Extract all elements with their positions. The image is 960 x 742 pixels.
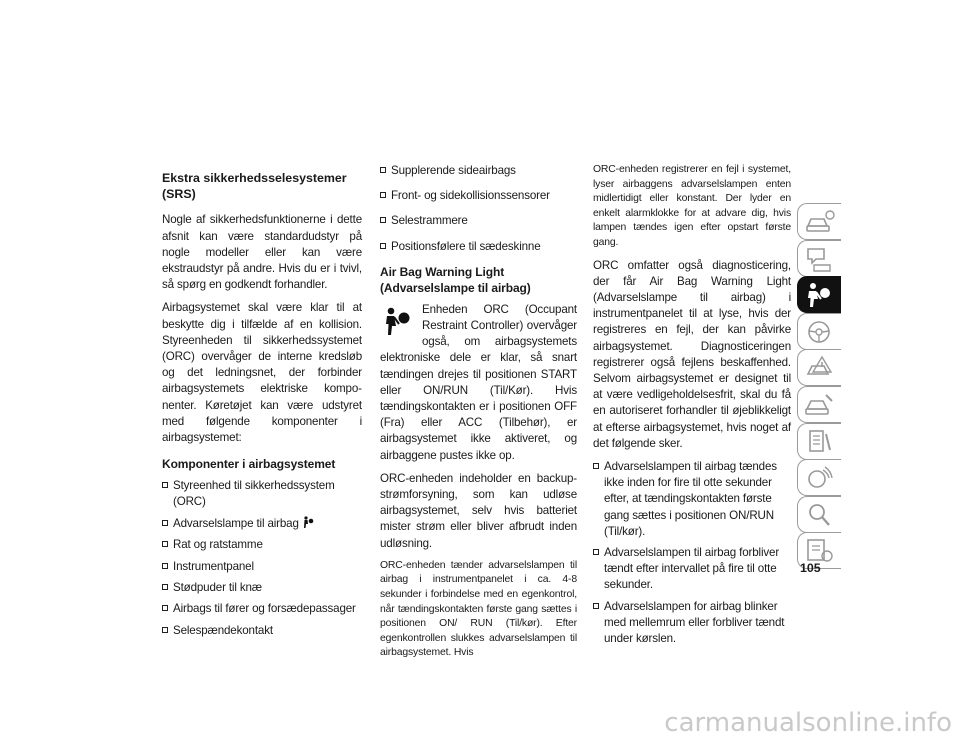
column-left (162, 170, 362, 644)
backup-power-paragraph: ORC-enheden indeholder en backup-strømforsyning, som kan udløse airbagsystemet, selv hvis batteriet mister strøm eller bliver afbrudt inden udløsning. (380, 471, 577, 550)
components-heading: Komponenter i airbagsystemet (162, 457, 336, 472)
fault-paragraph: ORC-enheden registrerer en fejl i systemet, lyser airbaggens advarselslampen enten midlertidigt eller konstant. Der lyder en enkelt alarmklokke for at advare dig, hvis lampen tændes igen efter opstart første gang. (593, 164, 791, 248)
list-item: Advarselslampen til airbag tændes ikke inden for fire til otte sekunder efter, at tændingskontakten første gang sættes i positionen ON/RUN (Til/kør). (593, 459, 791, 540)
dashboard-message-icon (804, 245, 836, 273)
watermark: carmanualsonline.info (664, 708, 952, 738)
airbag-safety-icon (804, 281, 836, 309)
list-item: Advarselslampe til airbag (162, 516, 362, 532)
list-item: Supplerende sideairbags (380, 163, 577, 179)
list-item: Selespændekontakt (162, 623, 362, 639)
warning-light-heading: Air Bag Warning Light (Advarselslampe til airbag) (380, 264, 531, 295)
side-tab-multimedia[interactable] (797, 459, 841, 496)
orc-paragraph: Enheden ORC (Occupant Restraint Controller) overvåger også, om airbagsystemets elektroniske dele er klar, så snart tændingen drejes til positionen START eller ON/RUN (Til/Kør). Hvis tændingskontakten er i positionen OFF (Fra) eller ACC (Tilbehør), er airbagsystemet ikke aktiveret, og airbaggene pustes ikke op. (380, 302, 577, 462)
intro-paragraph: Nogle af sikkerhedsfunktionerne i dette afsnit kan være standardudstyr på nogle modeller eller kan være ekstraudstyr på andre. Hvis du er i tvivl, så spørg en godkendt forhandler. (162, 213, 362, 292)
side-tab-service[interactable] (797, 386, 841, 423)
car-service-icon (804, 391, 836, 419)
components-list-continued (380, 163, 577, 255)
list-item: Advarselslampen for airbag blinker med mellemrum eller forbliver tændt under kørslen. (593, 599, 791, 648)
side-tab-specifications[interactable] (797, 423, 841, 460)
section-heading: Ekstra sikkerhedsselesystemer (SRS) (162, 171, 347, 202)
list-item: Rat og ratstamme (162, 537, 362, 553)
list-item: Styreenhed til sikkerhedssystem (ORC) (162, 478, 362, 510)
warning-car-icon (804, 354, 836, 382)
list-item: Selestrammere (380, 213, 577, 229)
car-info-icon (804, 208, 836, 236)
side-tab-warning[interactable] (797, 349, 841, 386)
side-tab-dashboard[interactable] (797, 240, 841, 277)
list-item: Positionsfølere til sædeskinne (380, 239, 577, 255)
list-item: Front- og sidekollisionssensorer (380, 188, 577, 204)
column-middle (380, 163, 577, 668)
column-right (593, 163, 791, 652)
list-item: Airbags til fører og forsædepassager (162, 601, 362, 617)
airbag-warning-icon (302, 516, 314, 529)
self-test-paragraph: ORC-enheden tænder advarselslampen til airbag i instrumentpanelet i ca. 4-8 sekunder i forbindelse med en egenkontrol, når tændingskontakten første gang sættes i positionen ON/ RUN (Til/kør). Efter egenkontrollen slukkes advarselslampen til airbagsystemet. Hvis (380, 559, 577, 659)
specifications-icon (804, 428, 836, 456)
page-number: 105 (800, 561, 821, 575)
side-tab-search[interactable] (797, 496, 841, 533)
steering-wheel-icon (804, 318, 836, 346)
warning-conditions-list (593, 459, 791, 647)
search-icon (804, 501, 836, 529)
diagnostics-paragraph: ORC omfatter også diagnosticering, der får Air Bag Warning Light (Advarselslampe til airbag) i instrumentpanelet til at lyse, hvis der registreres en fejl, der kan påvirke airbagsystemet. Diagnosticeringen registrerer også fejlens beskaffenhed. Selvom airbagsystemet er designet til at være vedligeholdelsesfrit, skal du få en autoriseret forhandler til øjeblikkeligt at efterse airbagsystemet, hvis noget af det følgende sker. (593, 258, 791, 450)
components-list (162, 478, 362, 639)
side-tab-steering[interactable] (797, 313, 841, 350)
airbag-system-paragraph: Airbagsystemet skal være klar til at beskytte dig i tilfælde af en kollision. Styreenheden til sikkerhedssystemet (ORC) overvåger de interne kredsløb og det ledningsnet, der forbinder airbagsystemets elektriske komponenter. Køretøjet kan være udstyret med følgende komponenter i airbagsystemet: (162, 301, 362, 445)
multimedia-icon (804, 464, 836, 492)
list-item: Instrumentpanel (162, 559, 362, 575)
list-item: Advarselslampen til airbag forbliver tændt efter intervallet på fire til otte sekunder. (593, 545, 791, 594)
list-item: Stødpuder til knæ (162, 580, 362, 596)
side-tab-airbag-safety[interactable] (797, 276, 841, 313)
airbag-warning-icon (380, 302, 418, 342)
side-tab-car-info[interactable] (797, 203, 841, 240)
